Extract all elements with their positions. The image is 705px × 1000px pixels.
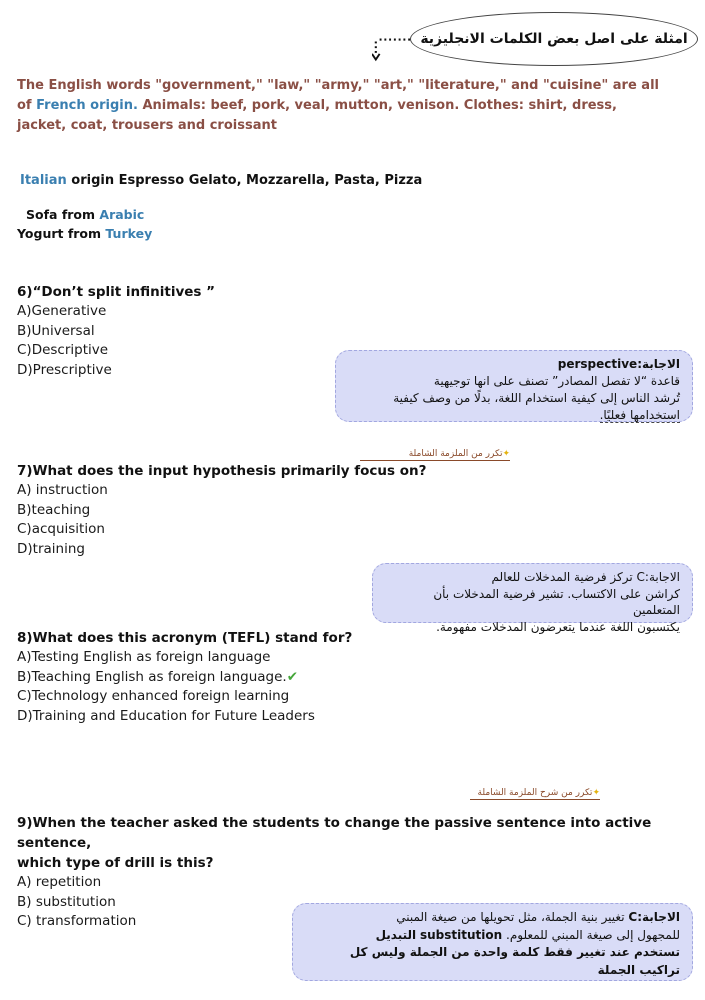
- french-rest: Animals: beef, pork, veal, mutton, venison. Clothes: shirt, dress,: [142, 98, 617, 113]
- question-7-repeat-note: [360, 449, 510, 461]
- question-9-answer-box: [292, 903, 693, 981]
- french-line-2: [17, 96, 697, 116]
- dotted-arrow-icon: [372, 33, 412, 69]
- italian-label: Italian: [20, 173, 67, 188]
- question-7-option-b: B)teaching: [17, 501, 91, 518]
- french-origin-label: French origin.: [36, 98, 138, 113]
- question-7-option-c: C)acquisition: [17, 521, 105, 537]
- italian-rest: origin Espresso Gelato, Mozzarella, Pasta, Pizza: [71, 173, 423, 188]
- italian-origin-line: [20, 173, 422, 188]
- question-9-answer-key: substitution: [419, 927, 503, 942]
- question-7-option-d: D)training: [17, 540, 85, 557]
- yogurt-line: [17, 226, 152, 241]
- question-9-title-line-2: which type of drill is this?: [17, 855, 214, 871]
- sofa-prefix: Sofa from: [26, 207, 96, 222]
- question-9-answer-label: الاجابة:C: [628, 910, 680, 924]
- question-9-answer-key-ar: التبديل: [375, 927, 417, 942]
- question-6-answer-key: perspective: [557, 357, 638, 371]
- question-7-answer-box: [372, 563, 693, 634]
- question-7-answer-line-2: كراشن على الاكتساب. تشير فرضية المدخلات بأن المتعلمين: [433, 586, 680, 617]
- yogurt-origin: Turkey: [105, 226, 153, 241]
- french-of-word: of: [17, 98, 32, 113]
- question-6-answer-header: [348, 356, 680, 373]
- question-9-answer-line-3: [305, 944, 680, 962]
- question-9-answer-line-2: [305, 927, 680, 945]
- sofa-origin: Arabic: [99, 207, 145, 222]
- question-9-option-c: C) transformation: [17, 913, 137, 929]
- question-6-title: 6)“Don’t split infinitives ”: [17, 284, 216, 300]
- sofa-line: [26, 207, 144, 222]
- question-7-answer-line-3: يكتسبون اللغة عندما يتعرضون المدخلات مفهومة.: [436, 619, 680, 634]
- question-9-answer-text-1: تغيير بنية الجملة، مثل تحويلها من صيغة المبني: [396, 910, 625, 924]
- question-8-option-c: C)Technology enhanced foreign learning: [17, 688, 290, 704]
- question-6-answer-label: الاجابة:: [637, 357, 680, 371]
- question-8: [17, 628, 352, 726]
- header-title: امثلة على اصل بعض الكلمات الانجليزية: [420, 31, 688, 47]
- question-7: [17, 461, 426, 559]
- question-9-answer-line-1: [305, 909, 680, 927]
- question-8-option-b-text: B)Teaching English as foreign language.: [17, 668, 287, 685]
- question-6-answer-line-1: قاعدة “لا تفصل المصادر” تصنف على انها توجيهية: [433, 374, 680, 388]
- question-6: [17, 282, 215, 380]
- question-7-note-text: تكرر من الملزمة الشاملة: [408, 449, 503, 459]
- question-8-title: 8)What does this acronym (TEFL) stand for?: [17, 630, 353, 646]
- french-line-1: The English words "government," "law," "army," "art," "literature," and "cuisine" are all: [17, 78, 659, 93]
- sparkle-icon: ✦: [592, 788, 600, 798]
- yogurt-prefix: Yogurt from: [17, 226, 102, 241]
- question-6-option-d: D)Prescriptive: [17, 361, 112, 378]
- question-7-option-a: A) instruction: [17, 482, 108, 498]
- sparkle-icon: ✦: [502, 449, 510, 459]
- check-mark-icon: ✔: [286, 668, 299, 685]
- question-6-option-a: A)Generative: [17, 303, 107, 319]
- question-7-title: 7)What does the input hypothesis primarily focus on?: [17, 463, 427, 479]
- question-9-answer-line-4: [305, 962, 680, 980]
- question-9-note-text: تكرر من شرح الملزمة الشاملة: [477, 788, 593, 798]
- question-6-option-b: B)Universal: [17, 322, 95, 339]
- header-oval-title: [410, 12, 698, 66]
- question-9-option-a: A) repetition: [17, 874, 102, 890]
- question-6-option-c: C)Descriptive: [17, 342, 109, 358]
- question-6-answer-line-3: [348, 407, 680, 424]
- question-6-answer-line-3-text: استخدامها فعليًا.: [599, 408, 680, 422]
- french-line-3: jacket, coat, trousers and croissant: [17, 118, 277, 133]
- question-9-answer-text-4: تراكيب الجملة: [597, 962, 680, 977]
- french-origin-paragraph: [17, 76, 697, 136]
- question-9-answer-text-2: للمجهول إلى صيغة المبني للمعلوم.: [506, 927, 680, 942]
- question-9-title-line-1: 9)When the teacher asked the students to change the passive sentence into active sentence,: [17, 815, 652, 851]
- question-9-answer-text-3: تستخدم عند تغيير فقط كلمة واحدة من الجملة وليس كل: [349, 945, 680, 959]
- question-6-answer-box: [335, 350, 693, 422]
- question-9-repeat-note: [470, 788, 600, 800]
- question-7-answer-line-1: الاجابة:C تركز فرضية المدخلات للعالم: [491, 570, 680, 584]
- question-8-option-d: D)Training and Education for Future Leaders: [17, 707, 315, 724]
- question-8-option-a: A)Testing English as foreign language: [17, 649, 271, 665]
- question-9-option-b: B) substitution: [17, 893, 116, 910]
- question-8-option-b: [17, 668, 352, 688]
- question-6-answer-line-2: تُرشد الناس إلى كيفية استخدام اللغة، بدلًا من وصف كيفية: [393, 391, 680, 405]
